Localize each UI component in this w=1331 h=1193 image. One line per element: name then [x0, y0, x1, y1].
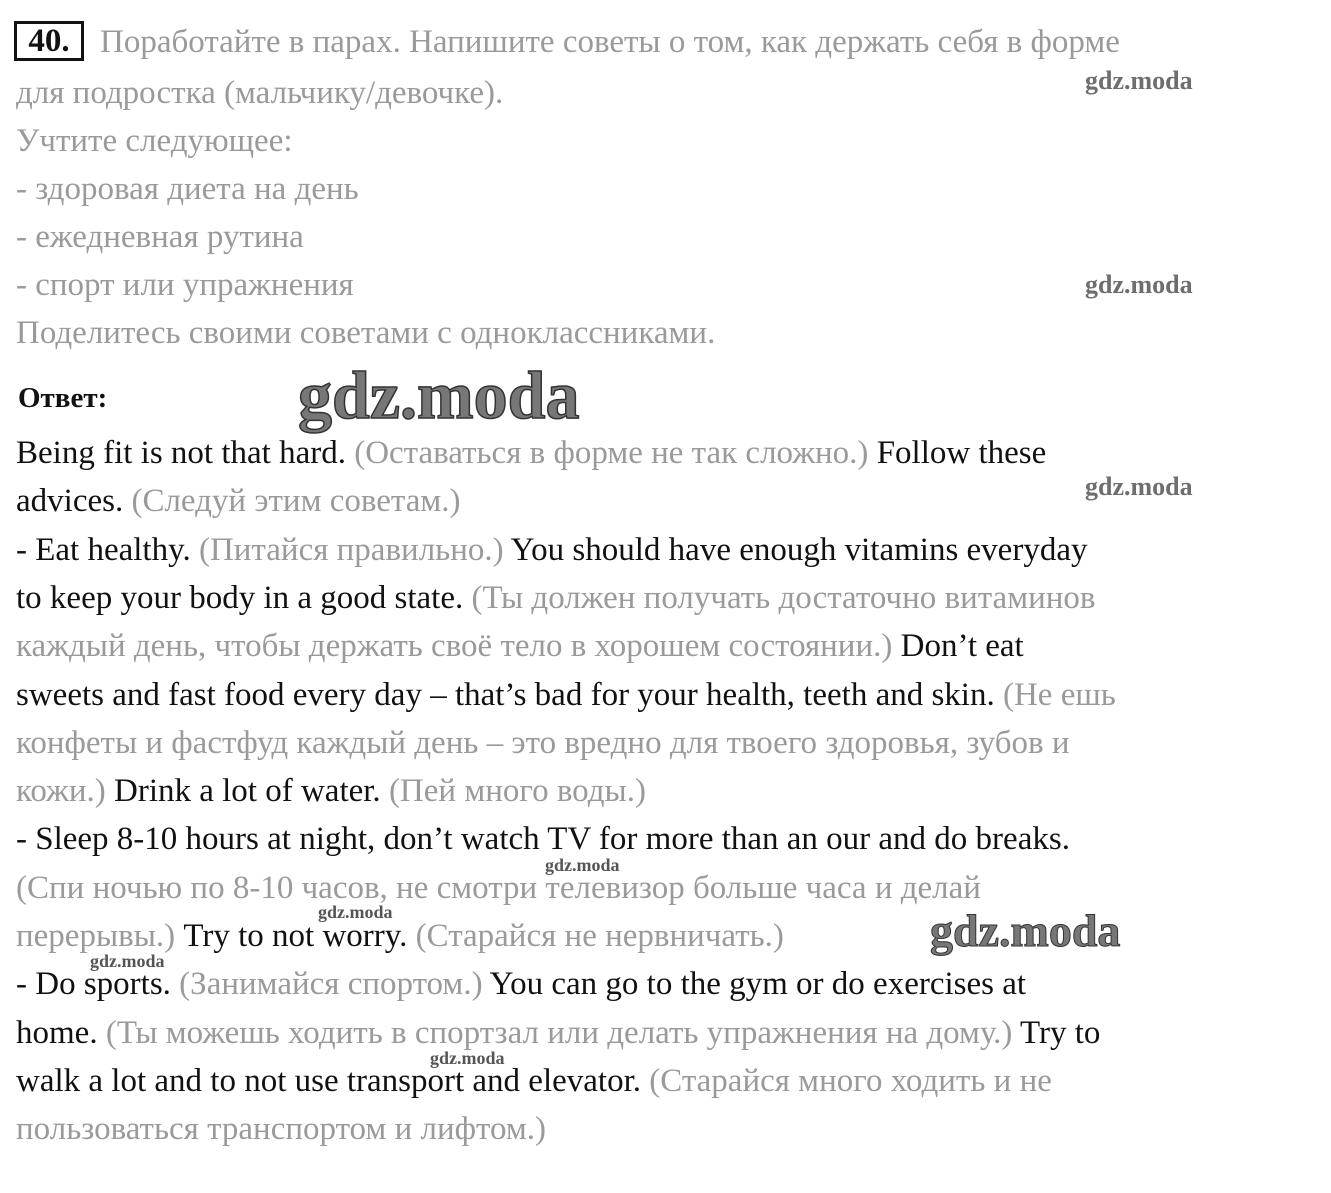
watermark: gdz.moda	[1085, 472, 1193, 501]
watermark-small: gdz.moda	[90, 951, 165, 971]
answer-line	[16, 916, 784, 956]
answer-line	[16, 530, 1087, 570]
watermark: gdz.moda	[1085, 270, 1193, 299]
answer-line	[16, 675, 1116, 715]
english-text: Drink a lot of water.	[114, 773, 389, 809]
translation-text: (Не ешь	[1002, 677, 1116, 713]
task-line-3: Учтите следующее:	[16, 123, 293, 159]
english-text: sweets and fast food every day – that’s bad for your health, teeth and skin.	[16, 677, 1003, 713]
task-line-1: Поработайте в парах. Напишите советы о том, как держать себя в форме	[100, 24, 1120, 60]
translation-text: (Старайся не нервничать.)	[415, 918, 784, 954]
translation-text: (Пей много воды.)	[388, 773, 646, 809]
task-line-5: - ежедневная рутина	[16, 219, 304, 255]
english-text: walk a lot and to not use transport and elevator.	[16, 1063, 650, 1099]
translation-text: (Старайся много ходить и не	[649, 1063, 1052, 1099]
task-line-4: - здоровая диета на день	[16, 171, 359, 207]
answer-line	[16, 626, 1024, 666]
english-text: - Sleep 8-10 hours at night, don’t watch TV for more than an our and do breaks.	[16, 821, 1070, 857]
task-line-7: Поделитесь своими советами с одноклассниками.	[16, 315, 716, 351]
english-text: home.	[16, 1015, 106, 1051]
english-text: Try to not worry.	[183, 918, 416, 954]
english-text: You should have enough vitamins everyday	[510, 532, 1088, 568]
answer-line	[16, 819, 1070, 859]
english-text: Try to	[1020, 1015, 1101, 1051]
translation-text: (Ты должен получать достаточно витаминов	[471, 580, 1096, 616]
translation-text: (Следуй этим советам.)	[131, 483, 461, 519]
answer-line	[16, 433, 1046, 473]
watermark: gdz.moda	[1085, 66, 1193, 95]
translation-text: пользоваться транспортом и лифтом.)	[16, 1111, 546, 1147]
task-line-2: для подростка (мальчику/девочке).	[16, 75, 504, 111]
answer-line	[16, 481, 461, 521]
watermark-medium: gdz.moda	[930, 905, 1121, 956]
watermark-large: gdz.moda	[298, 357, 580, 433]
watermark-small: gdz.moda	[318, 902, 393, 922]
translation-text: (Оставаться в форме не так сложно.)	[354, 435, 877, 471]
translation-text: кожи.)	[16, 773, 114, 809]
translation-text: конфеты и фастфуд каждый день – это вредно для твоего здоровья, зубов и	[16, 725, 1070, 761]
answer-label: Ответ:	[18, 382, 108, 414]
task-number-box: 40.	[14, 21, 84, 61]
answer-line	[16, 868, 981, 908]
english-text: advices.	[16, 483, 132, 519]
answer-line	[16, 1061, 1052, 1101]
answer-line	[16, 723, 1070, 763]
english-text: to keep your body in a good state.	[16, 580, 472, 616]
watermark-small: gdz.moda	[545, 855, 620, 875]
answer-line	[16, 578, 1096, 618]
translation-text: (Питайся правильно.)	[198, 532, 511, 568]
translation-text: (Ты можешь ходить в спортзал или делать упражнения на дому.)	[105, 1015, 1021, 1051]
translation-text: перерывы.)	[16, 918, 184, 954]
english-text: - Eat healthy.	[16, 532, 199, 568]
english-text: - Do sports.	[16, 966, 180, 1002]
translation-text: (Спи ночью по 8-10 часов, не смотри телевизор больше часа и делай	[16, 870, 981, 906]
answer-line	[16, 771, 646, 811]
answer-line	[16, 1013, 1100, 1053]
english-text: Being fit is not that hard.	[16, 435, 355, 471]
translation-text: каждый день, чтобы держать своё тело в хорошем состоянии.)	[16, 628, 901, 664]
english-text: Don’t eat	[900, 628, 1024, 664]
english-text: Follow these	[876, 435, 1047, 471]
translation-text: (Занимайся спортом.)	[179, 966, 490, 1002]
answer-line	[16, 964, 1026, 1004]
task-line-6: - спорт или упражнения	[16, 267, 354, 303]
answer-line	[16, 1109, 546, 1149]
english-text: You can go to the gym or do exercises at	[489, 966, 1027, 1002]
watermark-small: gdz.moda	[430, 1048, 505, 1068]
